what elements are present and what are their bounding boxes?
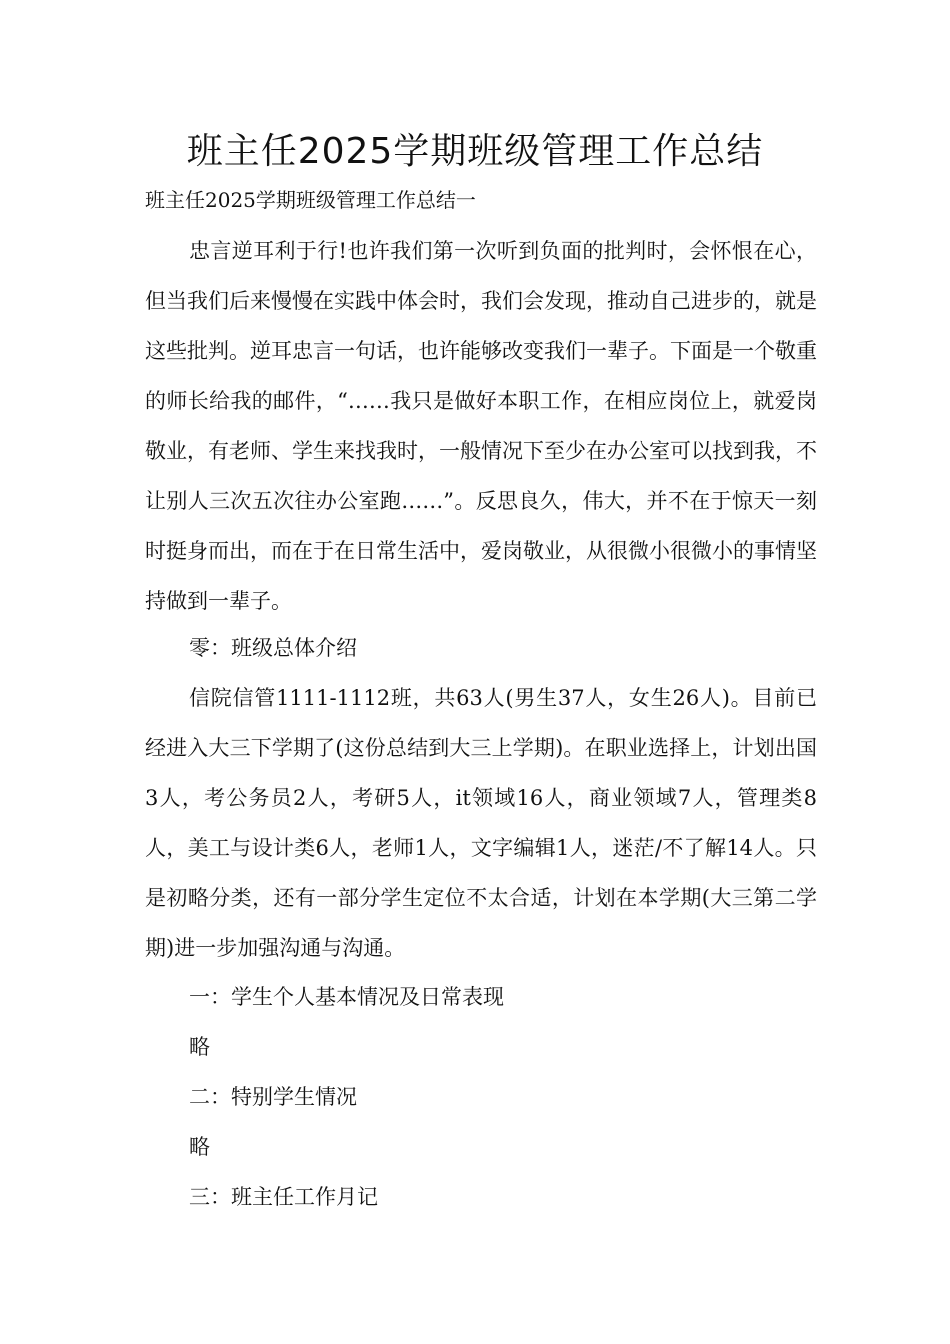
paragraph-intro: 忠言逆耳利于行!也许我们第一次听到负面的批判时，会怀恨在心，但当我们后来慢慢在实践中体会时，我们会发现，推动自己进步的，就是这些批判。逆耳忠言一句话，也许能够改变我们一辈子。下面是一个敬重的师长给我的邮件，“……我只是做好本职工作，在相应岗位上，就爱岗敬业，有老师、学生来找我时，一般情况下至少在办公室可以找到我，不让别人三次五次往办公室跑……”。反思良久，伟大，并不在于惊天一刻时挺身而出，而在于在日常生活中，爱岗敬业，从很微小很微小的事情坚持做到一辈子。 [145,239,817,613]
section-heading-1: 一：学生个人基本情况及日常表现 [189,985,504,1009]
section-heading-2: 二：特别学生情况 [189,1085,357,1109]
paragraph-class-overview: 信院信管1111-1112班，共63人(男生37人，女生26人)。目前已经进入大三下学期了(这份总结到大三上学期)。在职业选择上，计划出国3人，考公务员2人，考研5人，it领域16人，商业领域7人，管理类8人，美工与设计类6人，老师1人，文字编辑1人，迷茫/不了解14人。只是初略分类，还有一部分学生定位不太合适，计划在本学期(大三第二学期)进一步加强沟通与沟通。 [145,686,817,960]
section-text-1: 略 [189,1035,210,1059]
document-subtitle: 班主任2025学期班级管理工作总结一 [145,188,476,212]
section-heading-3: 三：班主任工作月记 [189,1185,378,1209]
document-title: 班主任2025学期班级管理工作总结 [186,131,764,172]
section-text-2: 略 [189,1135,210,1159]
section-heading-0: 零：班级总体介绍 [189,636,357,660]
